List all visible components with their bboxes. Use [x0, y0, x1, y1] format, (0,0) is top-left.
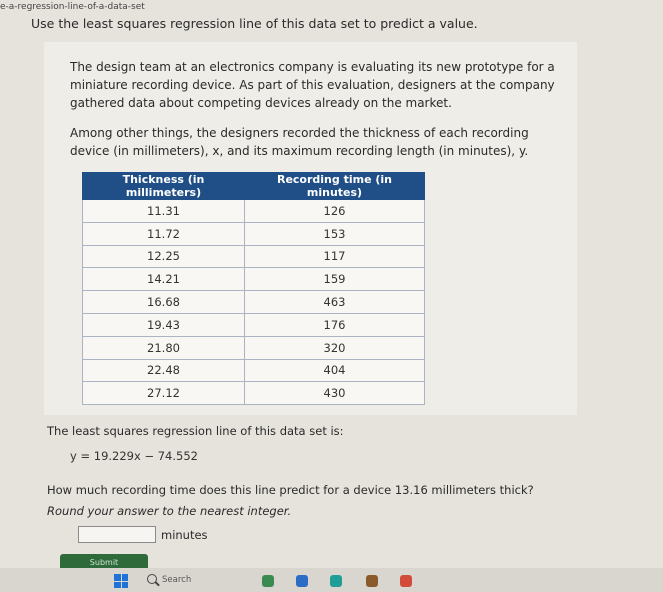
table-body: [83, 200, 425, 405]
data-table: [82, 172, 425, 405]
header-recording-time: Recording time (in minutes): [245, 173, 425, 200]
problem-paragraph-2: Among other things, the designers recorded the thickness of each recording device (in millimeters), x, and its maximum recording length (in minutes), y.: [70, 126, 529, 158]
windows-start-icon[interactable]: [114, 574, 128, 588]
cell-thickness: 21.80: [83, 336, 245, 359]
cell-recording-time: 159: [245, 268, 425, 291]
taskbar-app-icon-1[interactable]: [262, 575, 274, 587]
taskbar-app-icon-2[interactable]: [296, 575, 308, 587]
url-breadcrumb: e-a-regression-line-of-a-data-set: [0, 2, 145, 12]
answer-unit: minutes: [161, 528, 208, 542]
table-row: [83, 291, 425, 314]
submit-button[interactable]: Submit: [60, 554, 148, 570]
cell-thickness: 19.43: [83, 313, 245, 336]
cell-thickness: 27.12: [83, 382, 245, 405]
cell-thickness: 16.68: [83, 291, 245, 314]
cell-recording-time: 463: [245, 291, 425, 314]
search-icon[interactable]: [147, 574, 157, 584]
cell-recording-time: 430: [245, 382, 425, 405]
table-row: [83, 313, 425, 336]
question-text: How much recording time does this line predict for a device 13.16 millimeters thick?: [47, 483, 534, 497]
cell-recording-time: 320: [245, 336, 425, 359]
cell-recording-time: 126: [245, 200, 425, 223]
regression-label: The least squares regression line of this data set is:: [47, 424, 344, 438]
taskbar-search-label[interactable]: Search: [162, 575, 192, 585]
cell-recording-time: 117: [245, 245, 425, 268]
table-row: [83, 268, 425, 291]
table-header-row: [83, 173, 425, 200]
table-row: [83, 382, 425, 405]
cell-thickness: 12.25: [83, 245, 245, 268]
main-instruction: Use the least squares regression line of this data set to predict a value.: [31, 16, 478, 31]
header-thickness: Thickness (in millimeters): [83, 173, 245, 200]
taskbar-app-icon-3[interactable]: [330, 575, 342, 587]
cell-thickness: 11.72: [83, 222, 245, 245]
table-row: [83, 359, 425, 382]
cell-thickness: 14.21: [83, 268, 245, 291]
cell-thickness: 22.48: [83, 359, 245, 382]
cell-thickness: 11.31: [83, 200, 245, 223]
answer-input[interactable]: [78, 526, 156, 543]
problem-text: [70, 58, 570, 160]
table-row: [83, 200, 425, 223]
taskbar-app-icon-4[interactable]: [366, 575, 378, 587]
problem-paragraph-1: The design team at an electronics company is evaluating its new prototype for a miniature recording device. As part of this evaluation, designers at the company gathered data about competing devices already on the market.: [70, 60, 555, 110]
taskbar-app-icon-5[interactable]: [400, 575, 412, 587]
cell-recording-time: 404: [245, 359, 425, 382]
table-row: [83, 336, 425, 359]
cell-recording-time: 176: [245, 313, 425, 336]
rounding-instruction: Round your answer to the nearest integer.: [47, 504, 292, 518]
regression-equation: y = 19.229x − 74.552: [70, 449, 198, 463]
table-row: [83, 245, 425, 268]
table-row: [83, 222, 425, 245]
cell-recording-time: 153: [245, 222, 425, 245]
